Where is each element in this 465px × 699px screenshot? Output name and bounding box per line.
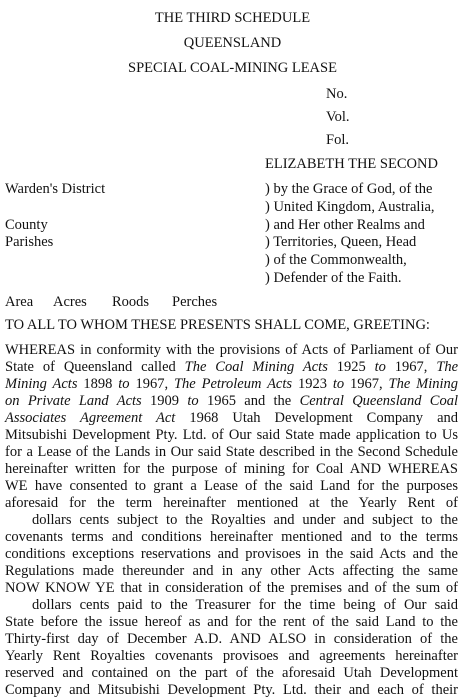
body-line: Company and Mitsubishi Development Pty. Ltd. their and each of their	[5, 682, 458, 698]
body-line: aforesaid for the term hereinafter mentioned at the Yearly Rent of	[5, 495, 458, 511]
body-line: Mining Acts 1898 to 1967, The Petroleum Acts 1923 to 1967, The Mining	[5, 376, 459, 392]
body-line: hereinafter written for the purpose of mining for Coal AND WHEREAS	[5, 461, 458, 477]
royal-style-line: ) Territories, Queen, Head	[265, 234, 417, 250]
body-line: State before the issue hereof as and for the rent of the said Land to the	[5, 614, 458, 630]
body-line: Thirty-first day of December A.D. AND ALSO in consideration of the	[5, 631, 458, 647]
body-line: Yearly Rent Royalties covenants provisoes and agreements hereinafter	[5, 648, 458, 664]
acres-label: Acres	[53, 294, 87, 310]
body-line: dollars cents subject to the Royalties and under and subject to the	[32, 512, 458, 528]
sovereign-title: ELIZABETH THE SECOND	[265, 156, 438, 172]
schedule-title: THE THIRD SCHEDULE	[154, 10, 311, 26]
body-line: for a Lease of the Lands in Our said State described in the Second Schedule	[5, 444, 458, 460]
body-line: reserved and contained on the part of the aforesaid Utah Development	[5, 665, 458, 681]
royal-style-line: ) by the Grace of God, of the	[265, 181, 433, 197]
parishes-label: Parishes	[5, 234, 54, 250]
royal-style-line: ) of the Commonwealth,	[265, 252, 407, 268]
vol-label: Vol.	[326, 109, 350, 125]
body-line: Mitsubishi Development Pty. Ltd. of Our said State made application to Us	[5, 427, 458, 443]
body-line: WHEREAS in conformity with the provisions of Acts of Parliament of Our	[5, 342, 458, 358]
body-line: on Private Land Acts 1909 to 1965 and the Central Queensland Coal	[5, 393, 459, 409]
area-label: Area	[5, 294, 34, 310]
body-line: Associates Agreement Act 1968 Utah Development Company and	[5, 410, 459, 426]
body-line: covenants terms and conditions hereinafter mentioned and to the terms	[5, 529, 458, 545]
body-line: State of Queensland called The Coal Mining Acts 1925 to 1967, The	[5, 359, 459, 375]
roods-label: Roods	[112, 294, 150, 310]
body-line: dollars cents paid to the Treasurer for the time being of Our said	[32, 597, 458, 613]
body-line: WE have consented to grant a Lease of the said Land for the purposes	[5, 478, 458, 494]
royal-style-line: ) and Her other Realms and	[265, 217, 425, 233]
royal-style-line: ) United Kingdom, Australia,	[265, 199, 435, 215]
county-label: County	[5, 217, 48, 233]
body-line: Regulations made thereunder and in any other Acts affecting the same	[5, 563, 458, 579]
body-line: NOW KNOW YE that in consideration of the premises and of the sum of	[5, 580, 458, 596]
perches-label: Perches	[172, 294, 218, 310]
body-line: conditions exceptions reservations and provisoes in the said Acts and the	[5, 546, 458, 562]
lease-type-title: SPECIAL COAL-MINING LEASE	[128, 60, 337, 76]
wardens-district-label: Warden's District	[5, 181, 106, 197]
greeting-line: TO ALL TO WHOM THESE PRESENTS SHALL COME, GREETING:	[5, 317, 430, 333]
royal-style-line: ) Defender of the Faith.	[265, 270, 402, 286]
fol-label: Fol.	[326, 132, 349, 148]
state-title: QUEENSLAND	[183, 35, 282, 51]
no-label: No.	[326, 86, 348, 102]
